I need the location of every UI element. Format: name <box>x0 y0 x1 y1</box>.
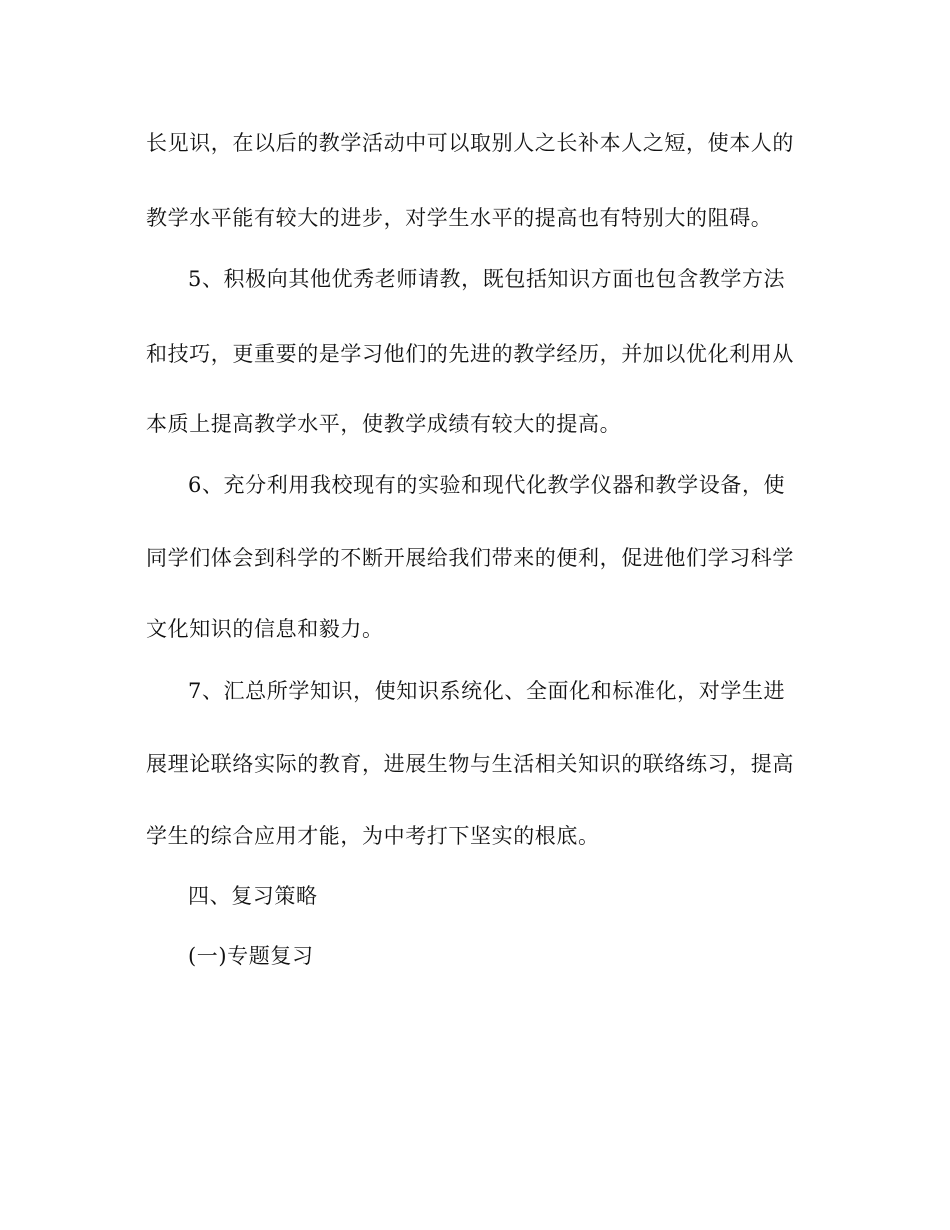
text-line-1: 长见识，在以后的教学活动中可以取别人之长补本人之短，使本人的 <box>146 131 794 155</box>
text-line-2: 教学水平能有较大的进步，对学生水平的提高也有特别大的阻碍。 <box>146 206 773 230</box>
paragraph-5-line-1: 5、积极向其他优秀老师请教，既包括知识方面也包含教学方法 <box>188 267 786 291</box>
section-heading: 四、复习策略 <box>188 884 318 908</box>
paragraph-7-line-2: 展理论联络实际的教育，进展生物与生活相关知识的联络练习，提高 <box>146 752 794 776</box>
paragraph-5-line-3: 本质上提高教学水平，使教学成绩有较大的提高。 <box>146 412 622 436</box>
paragraph-6-line-3: 文化知识的信息和毅力。 <box>146 617 384 641</box>
paragraph-6-line-1: 6、充分利用我校现有的实验和现代化教学仪器和教学设备，使 <box>188 473 786 497</box>
paragraph-6-line-2: 同学们体会到科学的不断开展给我们带来的便利，促进他们学习科学 <box>146 546 794 570</box>
paragraph-5-line-2: 和技巧，更重要的是学习他们的先进的教学经历，并加以优化利用从 <box>146 342 794 366</box>
subsection-heading: (一)专题复习 <box>188 944 314 968</box>
paragraph-7-line-3: 学生的综合应用才能，为中考打下坚实的根底。 <box>146 824 600 848</box>
paragraph-7-line-1: 7、汇总所学知识，使知识系统化、全面化和标准化，对学生进 <box>188 679 786 703</box>
